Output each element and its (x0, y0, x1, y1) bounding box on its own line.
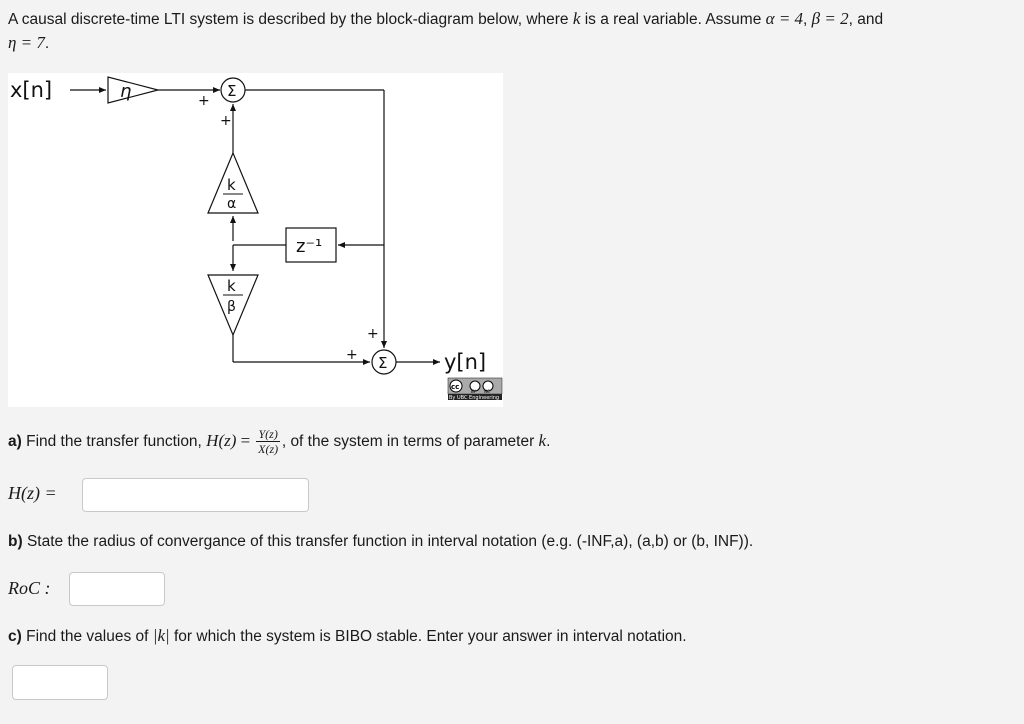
k-variable: k (572, 9, 581, 28)
part-a-question (8, 424, 550, 459)
bottom-plus-left: + (346, 347, 358, 363)
fraction-numerator: Y(z) (258, 427, 278, 442)
bottom-plus-top: + (367, 326, 379, 342)
beta-value: β = 2 (811, 9, 849, 28)
eta-gain-block (108, 77, 158, 103)
problem-statement (8, 8, 1013, 31)
part-a-text-2: , of the system in terms of parameter (281, 433, 539, 450)
transfer-fraction (256, 427, 279, 456)
cc-icon: cc (451, 383, 460, 391)
part-a-text-1: Find the transfer function, (21, 433, 207, 450)
k-beta-num: k (227, 277, 236, 295)
cc-license-badge (448, 378, 502, 401)
and-text: , and (848, 11, 884, 28)
k-alpha-den: α (227, 196, 237, 212)
part-c-label: c) (8, 628, 22, 645)
stability-answer-input[interactable] (12, 665, 108, 700)
hz-answer-label: H(z) = (8, 483, 57, 503)
part-b-question (8, 531, 753, 553)
hz-answer-input[interactable] (82, 478, 309, 512)
block-diagram (8, 73, 503, 407)
block-diagram-svg (8, 73, 503, 407)
part-c-question (8, 625, 687, 648)
bottom-sigma: Σ (378, 354, 388, 372)
part-c-text-1: Find the values of (21, 628, 153, 645)
alpha-value: α = 4 (765, 9, 804, 28)
part-a-label: a) (8, 433, 22, 450)
comma: , (803, 11, 812, 28)
hz-symbol: H(z) (206, 431, 237, 450)
roc-answer-label: RoC : (8, 578, 51, 598)
part-b-text: State the radius of convergance of this transfer function in interval notation (e.g. (-INF,a), (a,b) or (b, INF)). (22, 533, 754, 550)
top-plus-left: + (198, 93, 210, 109)
eta-line (8, 32, 49, 55)
input-label: x[n] (10, 78, 53, 102)
delay-label: z⁻¹ (296, 236, 323, 257)
part-c-text-2: for which the system is BIBO stable. Enter your answer in interval notation. (169, 628, 687, 645)
equals: = (236, 431, 255, 450)
eta-value: η = 7 (8, 33, 45, 52)
license-credit: By UBC Engineering (449, 395, 500, 401)
k-param: k (538, 431, 547, 450)
top-plus-below: + (220, 113, 232, 129)
period: . (44, 35, 50, 52)
fraction-denominator: X(z) (258, 442, 279, 457)
k-alpha-num: k (227, 176, 236, 194)
abs-k: |k| (152, 626, 170, 645)
nc-text: NC (484, 389, 490, 394)
top-sigma: Σ (227, 82, 237, 100)
part-b-label: b) (8, 533, 23, 550)
output-label: y[n] (444, 350, 487, 374)
eta-label: η (120, 81, 132, 102)
by-text: BY (471, 389, 476, 394)
roc-answer-input[interactable] (69, 572, 165, 606)
intro-text: A causal discrete-time LTI system is described by the block-diagram below, where (8, 11, 569, 28)
intro-text-2: is a real variable. Assume (580, 11, 766, 28)
part-a-period: . (546, 433, 551, 450)
k-beta-den: β (227, 299, 236, 315)
